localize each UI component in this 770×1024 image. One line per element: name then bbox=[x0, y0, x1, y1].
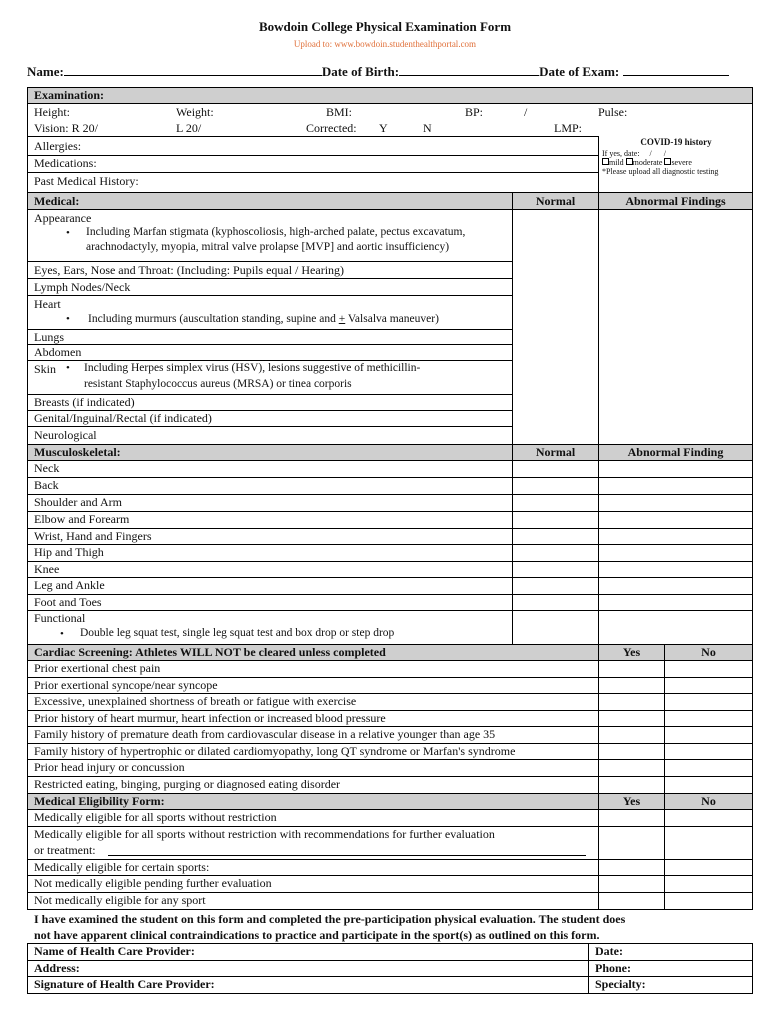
allergies-field[interactable]: Allergies: bbox=[34, 139, 82, 153]
severe-label: severe bbox=[671, 158, 692, 167]
examination-section bbox=[27, 87, 753, 193]
yes-column-header: Yes bbox=[622, 794, 641, 808]
examination-heading: Examination: bbox=[28, 88, 752, 104]
eligibility-row bbox=[28, 860, 752, 876]
functional-label: Functional bbox=[34, 611, 86, 625]
attestation-line: I have examined the student on this form and completed the pre-participation physical evaluation. The student does bbox=[34, 912, 626, 926]
bullet-icon: • bbox=[66, 313, 70, 325]
breasts-row bbox=[28, 395, 512, 411]
bullet-icon: • bbox=[66, 362, 70, 374]
skin-detail-2: resistant Staphylococcus aureus (MRSA) or tinea corporis bbox=[84, 378, 352, 390]
lungs-label: Lungs bbox=[34, 330, 64, 344]
covid-date-row[interactable] bbox=[602, 149, 750, 158]
msk-row bbox=[28, 495, 752, 512]
covid-title: COVID-19 history bbox=[640, 137, 712, 147]
bullet-icon: • bbox=[66, 227, 70, 239]
msk-row bbox=[28, 478, 752, 495]
msk-label: Leg and Ankle bbox=[34, 578, 105, 592]
provider-row bbox=[28, 944, 752, 961]
yes-column-header: Yes bbox=[622, 645, 641, 659]
bmi-field[interactable]: BMI: bbox=[326, 105, 353, 119]
cardiac-question: Prior history of heart murmur, heart infection or increased blood pressure bbox=[34, 711, 386, 725]
appearance-row bbox=[28, 210, 512, 262]
provider-row bbox=[28, 961, 752, 977]
eligibility-row bbox=[28, 810, 752, 827]
cardiac-row bbox=[28, 678, 752, 694]
attestation-line: not have apparent clinical contraindications to practice and participate in the sport(s) as outlined on this form. bbox=[34, 928, 600, 942]
covid-note: *Please upload all diagnostic testing bbox=[602, 167, 719, 176]
medications-field[interactable]: Medications: bbox=[34, 156, 97, 170]
medical-section bbox=[27, 192, 753, 445]
bp-field[interactable]: BP: bbox=[465, 105, 484, 119]
no-column-header: No bbox=[701, 794, 716, 808]
msk-normal-header: Normal bbox=[513, 445, 598, 461]
name-field[interactable] bbox=[64, 63, 322, 76]
bullet-icon: • bbox=[60, 628, 64, 640]
eligibility-section bbox=[27, 793, 753, 910]
breasts-label: Breasts (if indicated) bbox=[34, 395, 135, 409]
bp-slash: / bbox=[524, 105, 528, 119]
gir-row bbox=[28, 411, 512, 427]
corrected-no[interactable]: N bbox=[423, 121, 432, 135]
pulse-field[interactable]: Pulse: bbox=[598, 105, 628, 119]
provider-section bbox=[27, 943, 753, 994]
cardiac-row bbox=[28, 727, 752, 744]
eent-row bbox=[28, 262, 512, 279]
covid-box bbox=[602, 137, 750, 176]
cardiac-row bbox=[28, 777, 752, 793]
vision-left-field[interactable]: L 20/ bbox=[176, 121, 202, 135]
treatment-field[interactable] bbox=[108, 855, 586, 856]
msk-label: Shoulder and Arm bbox=[34, 495, 122, 509]
medical-heading: Medical: bbox=[28, 193, 512, 210]
musculoskeletal-section bbox=[27, 444, 753, 645]
abdomen-label: Abdomen bbox=[34, 345, 82, 359]
msk-label: Foot and Toes bbox=[34, 595, 102, 609]
attestation-statement bbox=[34, 911, 754, 943]
moderate-label: moderate bbox=[632, 158, 663, 167]
mild-checkbox[interactable] bbox=[602, 158, 609, 165]
neuro-row bbox=[28, 427, 512, 444]
cardiac-question: Prior head injury or concussion bbox=[34, 760, 185, 774]
covid-date-slash: / bbox=[663, 149, 667, 158]
functional-detail: Double leg squat test, single leg squat test and box drop or step drop bbox=[80, 627, 395, 639]
msk-row bbox=[28, 545, 752, 562]
eligibility-option: Medically eligible for certain sports: bbox=[34, 860, 210, 874]
provider-name-field[interactable]: Name of Health Care Provider: bbox=[34, 944, 195, 958]
msk-row bbox=[28, 529, 752, 545]
heart-row bbox=[28, 296, 512, 330]
eligibility-row bbox=[28, 876, 752, 893]
specialty-field[interactable]: Specialty: bbox=[595, 977, 646, 991]
covid-date-slash: / bbox=[649, 149, 652, 158]
abdomen-row bbox=[28, 345, 512, 361]
functional-row bbox=[28, 611, 752, 644]
msk-heading: Musculoskeletal: bbox=[28, 445, 512, 461]
msk-abnormal-header: Abnormal Finding bbox=[599, 445, 752, 461]
msk-row bbox=[28, 461, 752, 478]
covid-date-label: If yes, date: bbox=[602, 149, 640, 158]
vision-right-field[interactable]: Vision: R 20/ bbox=[34, 121, 98, 135]
corrected-yes[interactable]: Y bbox=[379, 121, 388, 135]
weight-field[interactable]: Weight: bbox=[176, 105, 214, 119]
eligibility-option: Medically eligible for all sports without restriction bbox=[34, 810, 277, 824]
heart-label: Heart bbox=[34, 297, 61, 311]
cardiac-question: Prior exertional chest pain bbox=[34, 661, 161, 675]
eligibility-option-continued: or treatment: bbox=[34, 843, 96, 857]
moderate-checkbox[interactable] bbox=[626, 158, 633, 165]
no-column-header: No bbox=[701, 645, 716, 659]
exam-date-field[interactable] bbox=[623, 63, 729, 76]
cardiac-section bbox=[27, 644, 753, 794]
mild-label: mild bbox=[609, 158, 624, 167]
appearance-detail-1: Including Marfan stigmata (kyphoscoliosis, high-arched palate, pectus excavatum, bbox=[86, 226, 466, 238]
msk-row bbox=[28, 562, 752, 578]
exam-date-label: Date of Exam: bbox=[539, 64, 620, 79]
lmp-field[interactable]: LMP: bbox=[554, 121, 583, 135]
eligibility-option: Not medically eligible for any sport bbox=[34, 893, 206, 907]
msk-row bbox=[28, 595, 752, 611]
lymph-row bbox=[28, 279, 512, 296]
cardiac-row bbox=[28, 744, 752, 760]
eligibility-option: Not medically eligible pending further evaluation bbox=[34, 876, 272, 890]
covid-severity-row bbox=[602, 158, 750, 167]
phone-field[interactable]: Phone: bbox=[595, 961, 631, 975]
abnormal-column-header: Abnormal Findings bbox=[599, 193, 752, 210]
msk-label: Neck bbox=[34, 461, 60, 475]
cardiac-question: Excessive, unexplained shortness of breath or fatigue with exercise bbox=[34, 694, 357, 708]
address-field[interactable]: Address: bbox=[34, 961, 80, 975]
msk-row bbox=[28, 578, 752, 595]
lymph-label: Lymph Nodes/Neck bbox=[34, 280, 131, 294]
heart-detail: Including murmurs (auscultation standing, supine and + Valsalva maneuver) bbox=[88, 313, 439, 325]
skin-row bbox=[28, 361, 512, 395]
cardiac-question: Family history of hypertrophic or dilated cardiomyopathy, long QT syndrome or Marfan's syndrome bbox=[34, 744, 516, 758]
skin-detail-1: Including Herpes simplex virus (HSV), lesions suggestive of methicillin- bbox=[84, 362, 421, 374]
appearance-label: Appearance bbox=[34, 211, 92, 225]
upload-link[interactable]: Upload to: www.bowdoin.studenthealthportal.com bbox=[293, 39, 477, 49]
provider-row bbox=[28, 977, 752, 993]
cardiac-row bbox=[28, 661, 752, 678]
eligibility-option: Medically eligible for all sports without restriction with recommendations for further evaluation bbox=[34, 827, 495, 841]
eligibility-heading-text: Medical Eligibility Form: bbox=[34, 794, 165, 808]
msk-label: Hip and Thigh bbox=[34, 545, 104, 559]
eligibility-row bbox=[28, 893, 752, 909]
patient-header-row bbox=[27, 63, 747, 80]
normal-column-header: Normal bbox=[513, 193, 598, 210]
cardiac-question: Family history of premature death from cardiovascular disease in a relative younger than age 35 bbox=[34, 727, 496, 741]
msk-label: Back bbox=[34, 478, 59, 492]
height-field[interactable]: Height: bbox=[34, 105, 70, 119]
gir-label: Genital/Inguinal/Rectal (if indicated) bbox=[34, 411, 212, 425]
signature-field[interactable]: Signature of Health Care Provider: bbox=[34, 977, 215, 991]
date-field[interactable]: Date: bbox=[595, 944, 623, 958]
cardiac-question: Restricted eating, binging, purging or diagnosed eating disorder bbox=[34, 777, 341, 791]
past-medical-history-field[interactable]: Past Medical History: bbox=[34, 174, 139, 188]
cardiac-question: Prior exertional syncope/near syncope bbox=[34, 678, 218, 692]
eligibility-row bbox=[28, 827, 752, 860]
cardiac-row bbox=[28, 711, 752, 727]
dob-field[interactable] bbox=[399, 63, 539, 76]
msk-label: Knee bbox=[34, 562, 60, 576]
eent-label: Eyes, Ears, Nose and Throat: (Including: Pupils equal / Hearing) bbox=[34, 263, 345, 277]
msk-label: Elbow and Forearm bbox=[34, 512, 130, 526]
corrected-label: Corrected: bbox=[306, 121, 357, 135]
skin-label: Skin bbox=[34, 362, 57, 376]
name-label: Name: bbox=[27, 64, 64, 79]
msk-label: Wrist, Hand and Fingers bbox=[34, 529, 152, 543]
cardiac-row bbox=[28, 694, 752, 711]
msk-row bbox=[28, 512, 752, 529]
appearance-detail-2: arachnodactyly, myopia, mitral valve prolapse [MVP] and aortic insufficiency) bbox=[86, 241, 450, 253]
cardiac-row bbox=[28, 760, 752, 777]
form-title: Bowdoin College Physical Examination Form bbox=[258, 19, 512, 34]
dob-label: Date of Birth: bbox=[321, 64, 400, 79]
cardiac-heading-text: Cardiac Screening: Athletes WILL NOT be cleared unless completed bbox=[34, 645, 386, 659]
neuro-label: Neurological bbox=[34, 428, 97, 442]
lungs-row bbox=[28, 330, 512, 345]
